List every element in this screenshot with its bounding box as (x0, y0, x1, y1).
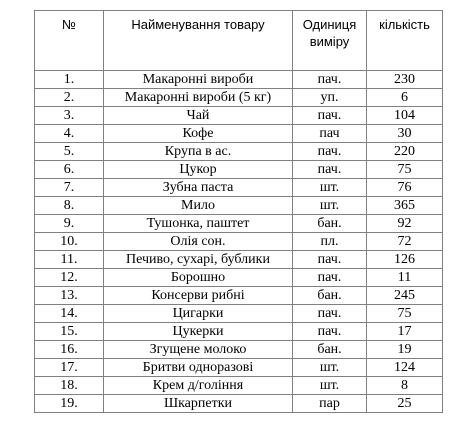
cell-quantity: 72 (367, 233, 443, 251)
cell-number: 15. (35, 323, 104, 341)
table-row (35, 305, 443, 323)
cell-product-name: Кофе (104, 125, 293, 143)
table-row (35, 395, 443, 413)
cell-product-name: Зубна паста (104, 179, 293, 197)
cell-number: 1. (35, 71, 104, 89)
cell-number: 2. (35, 89, 104, 107)
table-row (35, 89, 443, 107)
cell-number: 13. (35, 287, 104, 305)
cell-quantity: 17 (367, 323, 443, 341)
cell-number: 7. (35, 179, 104, 197)
cell-product-name: Макаронні вироби (104, 71, 293, 89)
cell-unit: пач. (293, 323, 367, 341)
cell-product-name: Цукор (104, 161, 293, 179)
cell-quantity: 30 (367, 125, 443, 143)
cell-product-name: Крупа в ас. (104, 143, 293, 161)
cell-number: 3. (35, 107, 104, 125)
cell-quantity: 75 (367, 305, 443, 323)
table-row (35, 251, 443, 269)
cell-number: 5. (35, 143, 104, 161)
cell-quantity: 245 (367, 287, 443, 305)
cell-unit: пач. (293, 143, 367, 161)
cell-unit: уп. (293, 89, 367, 107)
table-row (35, 143, 443, 161)
table-row (35, 71, 443, 89)
cell-quantity: 365 (367, 197, 443, 215)
table-row (35, 197, 443, 215)
cell-unit: пач. (293, 305, 367, 323)
cell-product-name: Макаронні вироби (5 кг) (104, 89, 293, 107)
cell-product-name: Консерви рибні (104, 287, 293, 305)
cell-unit: бан. (293, 215, 367, 233)
cell-unit: пл. (293, 233, 367, 251)
table-row (35, 125, 443, 143)
cell-unit: пач (293, 125, 367, 143)
table-row (35, 341, 443, 359)
cell-unit: шт. (293, 179, 367, 197)
cell-number: 11. (35, 251, 104, 269)
table-row (35, 359, 443, 377)
cell-quantity: 92 (367, 215, 443, 233)
cell-product-name: Печиво, сухарі, бублики (104, 251, 293, 269)
table-row (35, 161, 443, 179)
table-row (35, 287, 443, 305)
cell-product-name: Чай (104, 107, 293, 125)
cell-quantity: 230 (367, 71, 443, 89)
header-unit: Одиниця виміру (293, 11, 367, 71)
cell-unit: бан. (293, 287, 367, 305)
cell-number: 16. (35, 341, 104, 359)
cell-product-name: Борошно (104, 269, 293, 287)
cell-unit: пач. (293, 269, 367, 287)
cell-product-name: Цукерки (104, 323, 293, 341)
cell-unit: пач. (293, 251, 367, 269)
cell-number: 4. (35, 125, 104, 143)
cell-number: 10. (35, 233, 104, 251)
cell-product-name: Мило (104, 197, 293, 215)
cell-number: 14. (35, 305, 104, 323)
cell-unit: шт. (293, 197, 367, 215)
cell-product-name: Цигарки (104, 305, 293, 323)
table-body (35, 71, 443, 413)
cell-unit: бан. (293, 341, 367, 359)
cell-number: 19. (35, 395, 104, 413)
cell-unit: пач. (293, 71, 367, 89)
header-product-name: Найменування товару (104, 11, 293, 71)
cell-quantity: 19 (367, 341, 443, 359)
cell-quantity: 25 (367, 395, 443, 413)
cell-product-name: Крем д/гоління (104, 377, 293, 395)
cell-quantity: 75 (367, 161, 443, 179)
table-row (35, 377, 443, 395)
cell-product-name: Олія сон. (104, 233, 293, 251)
cell-unit: шт. (293, 377, 367, 395)
cell-quantity: 104 (367, 107, 443, 125)
table-row (35, 215, 443, 233)
cell-quantity: 8 (367, 377, 443, 395)
cell-number: 8. (35, 197, 104, 215)
cell-quantity: 76 (367, 179, 443, 197)
header-row (35, 11, 443, 71)
table-row (35, 179, 443, 197)
table-row (35, 269, 443, 287)
cell-quantity: 124 (367, 359, 443, 377)
cell-quantity: 220 (367, 143, 443, 161)
cell-number: 17. (35, 359, 104, 377)
cell-unit: пач. (293, 107, 367, 125)
cell-product-name: Згущене молоко (104, 341, 293, 359)
cell-unit: пач. (293, 161, 367, 179)
cell-number: 9. (35, 215, 104, 233)
cell-unit: пар (293, 395, 367, 413)
cell-quantity: 6 (367, 89, 443, 107)
cell-number: 6. (35, 161, 104, 179)
table-row (35, 107, 443, 125)
header-number: № (35, 11, 104, 71)
cell-product-name: Тушонка, паштет (104, 215, 293, 233)
cell-product-name: Бритви одноразові (104, 359, 293, 377)
cell-unit: шт. (293, 359, 367, 377)
cell-number: 18. (35, 377, 104, 395)
table-row (35, 233, 443, 251)
header-quantity: кількість (367, 11, 443, 71)
table-row (35, 323, 443, 341)
cell-product-name: Шкарпетки (104, 395, 293, 413)
cell-quantity: 126 (367, 251, 443, 269)
goods-table (34, 10, 443, 413)
cell-quantity: 11 (367, 269, 443, 287)
cell-number: 12. (35, 269, 104, 287)
